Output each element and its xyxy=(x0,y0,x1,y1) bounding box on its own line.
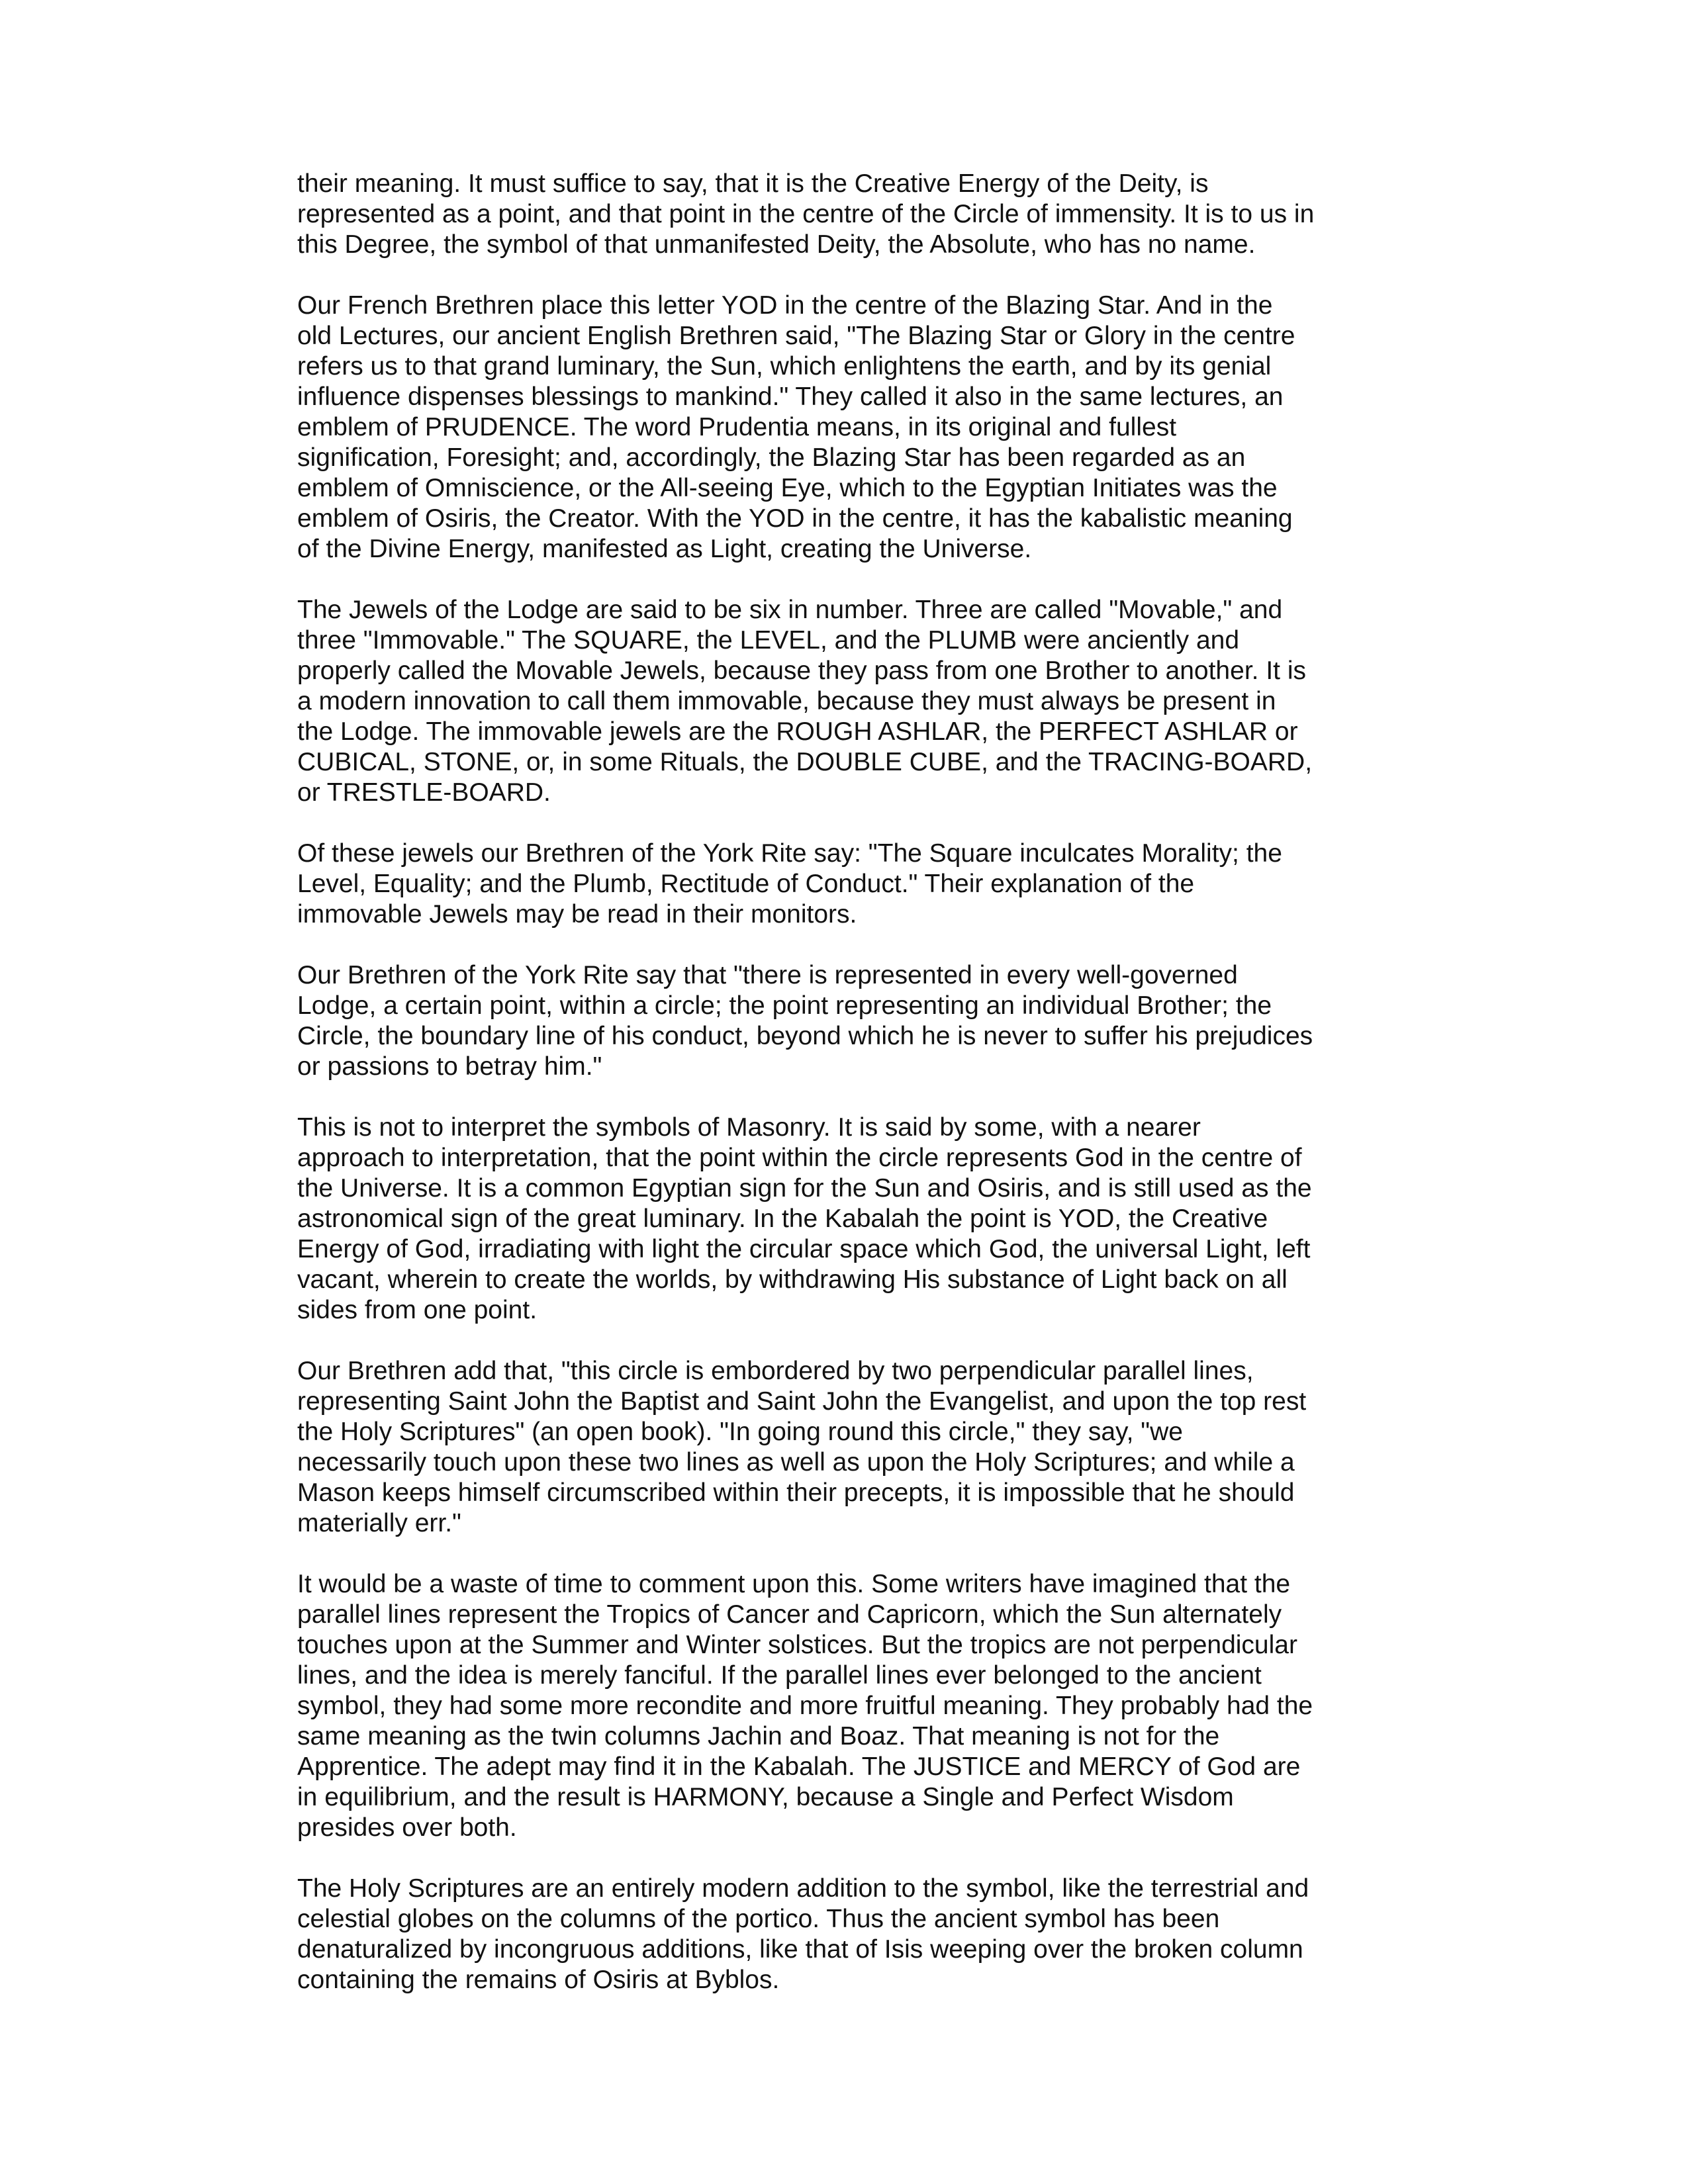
paragraph-jewels-of-lodge: The Jewels of the Lodge are said to be six in number. Three are called "Movable," and three "Immovable." The SQUARE, the LEVEL, and the PLUMB were anciently and properly called the Movable Jewels, because they pass from one Brother to another. It is a modern innovation to call them immovable, because they must always be present in the Lodge. The immovable jewels are the ROUGH ASHLAR, the PERFECT ASHLAR or CUBICAL, STONE, or, in some Rituals, the DOUBLE CUBE, and the TRACING-BOARD, or TRESTLE-BOARD. xyxy=(297,596,1313,807)
body-text xyxy=(297,169,1409,1995)
paragraph-holy-scriptures: The Holy Scriptures are an entirely modern addition to the symbol, like the terrestrial and celestial globes on the columns of the portico. Thus the ancient symbol has been denaturalized by incongruous additions, like that of Isis weeping over the broken column containing the remains of Osiris at Byblos. xyxy=(297,1874,1309,1994)
paragraph-creative-energy: their meaning. It must suffice to say, that it is the Creative Energy of the Deity, is represented as a point, and that point in the centre of the Circle of immensity. It is to us in this Degree, the symbol of that unmanifested Deity, the Absolute, who has no name. xyxy=(297,169,1315,259)
paragraph-york-rite-jewels: Of these jewels our Brethren of the York Rite say: "The Square inculcates Morality; the Level, Equality; and the Plumb, Rectitude of Conduct." Their explanation of the immovable Jewels may be read in their monitors. xyxy=(297,839,1282,929)
paragraph-blazing-star: Our French Brethren place this letter YOD in the centre of the Blazing Star. And in the old Lectures, our ancient English Brethren said, "The Blazing Star or Glory in the centre refers us to that grand luminary, the Sun, which enlightens the earth, and by its genial influence dispenses blessings to mankind." They called it also in the same lectures, an emblem of PRUDENCE. The word Prudentia means, in its original and fullest signification, Foresight; and, accordingly, the Blazing Star has been regarded as an emblem of Omniscience, or the All-seeing Eye, which to the Egyptian Initiates was the emblem of Osiris, the Creator. With the YOD in the centre, it has the kabalistic meaning of the Divine Energy, manifested as Light, creating the Universe. xyxy=(297,291,1295,563)
paragraph-interpretation: This is not to interpret the symbols of Masonry. It is said by some, with a nearer approach to interpretation, that the point within the circle represents God in the centre of the Universe. It is a common Egyptian sign for the Sun and Osiris, and is still used as the astronomical sign of the great luminary. In the Kabalah the point is YOD, the Creative Energy of God, irradiating with light the circular space which God, the universal Light, left vacant, wherein to create the worlds, by withdrawing His substance of Light back on all sides from one point. xyxy=(297,1113,1312,1324)
paragraph-tropics: It would be a waste of time to comment upon this. Some writers have imagined that the parallel lines represent the Tropics of Cancer and Capricorn, which the Sun alternately touches upon at the Summer and Winter solstices. But the tropics are not perpendicular lines, and the idea is merely fanciful. If the parallel lines ever belonged to the ancient symbol, they had some more recondite and more fruitful meaning. They probably had the same meaning as the twin columns Jachin and Boaz. That meaning is not for the Apprentice. The adept may find it in the Kabalah. The JUSTICE and MERCY of God are in equilibrium, and the result is HARMONY, because a Single and Perfect Wisdom presides over both. xyxy=(297,1570,1313,1842)
paragraph-point-within-circle: Our Brethren of the York Rite say that "there is represented in every well-governed Lodge, a certain point, within a circle; the point representing an individual Brother; the Circle, the boundary line of his conduct, beyond which he is never to suffer his prejudices or passions to betray him." xyxy=(297,961,1313,1081)
paragraph-parallel-lines: Our Brethren add that, "this circle is embordered by two perpendicular parallel lines, representing Saint John the Baptist and Saint John the Evangelist, and upon the top rest the Holy Scriptures" (an open book). "In going round this circle," they say, "we necessarily touch upon these two lines as well as upon the Holy Scriptures; and while a Mason keeps himself circumscribed within their precepts, it is impossible that he should materially err." xyxy=(297,1357,1307,1537)
